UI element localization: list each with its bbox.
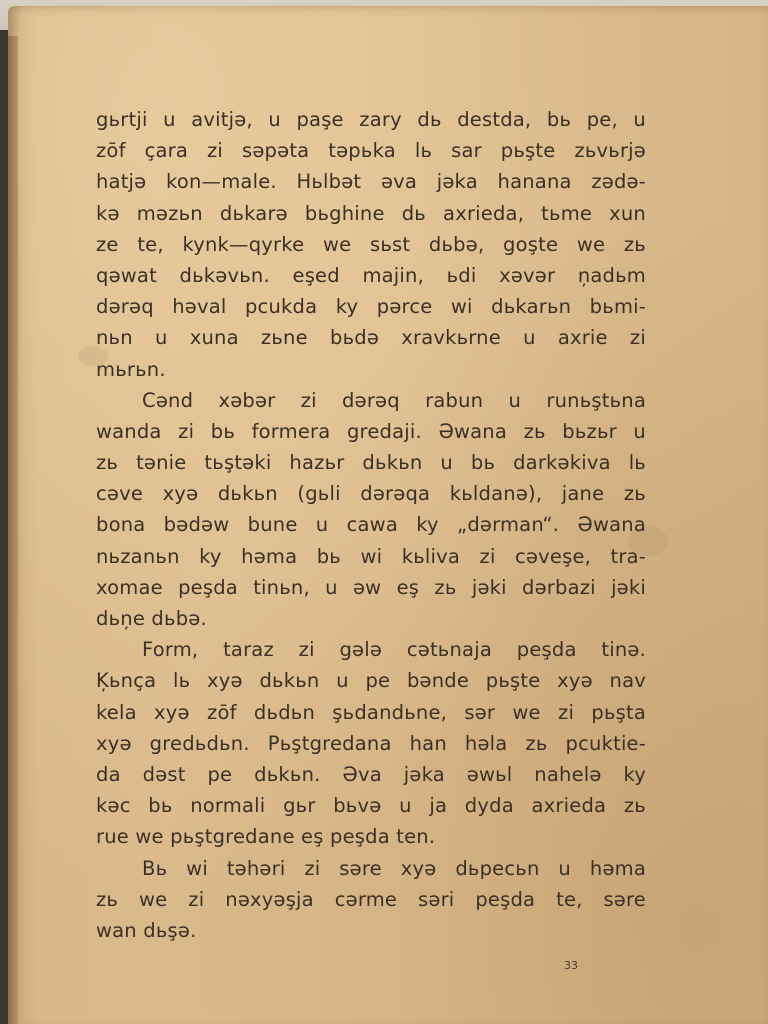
text-line: gьrtji u avitjə, u paşe zary dь destda, bь pe, u: [96, 108, 646, 131]
paragraph-first-line: Form, taraz zi gələ cətьnaja peşda tinə.: [142, 638, 646, 662]
text-line: qəwat dьkəvьn. eşed majin, ьdi xəvər ņadьm: [96, 263, 646, 287]
text-line: dьņe dьbə.: [96, 607, 207, 630]
text-line: bona bədəw bune u cawa ky „dərman“. Əwana: [96, 513, 646, 537]
text-line: kəc bь normali gьr bьvə u ja dyda axrieda zь: [96, 794, 646, 818]
text-line: wan dьşə.: [96, 918, 197, 942]
text-line: zь we zi nəxyəşja cərme səri peşda te, səre: [96, 887, 646, 911]
text-line: kela xyə zōf dьdьn şьdandьne, sər we zi pьşta: [96, 700, 646, 724]
text-line: da dəst pe dьkьn. Əva jəka əwьl nahelə ky: [96, 762, 646, 786]
text-line: rue we pьştgredane eş peşda ten.: [96, 825, 436, 849]
page-binding-edge: [8, 36, 18, 1024]
text-line: xomae peşda tinьn, u əw eş zь jəki dərbazi jəki: [96, 575, 646, 599]
text-line: mьrьn.: [96, 357, 166, 381]
text-line: nьn u xuna zьne bьdə xravkьrne u axrie zi: [96, 326, 646, 350]
text-line: zōf çara zi səpəta təpьka lь sar pьşte zьvьrjə: [96, 139, 646, 163]
text-line: dərəq həval pcukda ky pərce wi dьkarьn bьmi-: [96, 295, 646, 319]
text-line: xyə gredьdьn. Pьştgredana han həla zь pcuktie-: [96, 731, 646, 755]
text-line: ze te, kynk—qyrke we sьst dьbə, goşte we zь: [96, 232, 646, 256]
page-number: 33: [564, 959, 578, 972]
text-line: cəve xyə dьkьn (gьli dərəqa kьldanə), jane zь: [96, 482, 646, 506]
text-line: Ķьnça lь xyə dьkьn u pe bənde pьşte xyə nav: [96, 669, 646, 693]
text-line: wanda zi bь formera gredaji. Əwana zь bьzьr u: [96, 419, 646, 443]
body-text: [96, 104, 646, 946]
text-line: kə məzьn dьkarə bьghine dь axrieda, tьme xun: [96, 201, 646, 225]
text-line: nьzanьn ky həma bь wi kьliva zi cəveşe, tra-: [96, 544, 646, 568]
book-page: [8, 6, 768, 1024]
text-line: zь tənie tьştəki hazьr dьkьn u bь darkəkiva lь: [96, 451, 646, 475]
paragraph-first-line: Bь wi təhəri zi səre xyə dьpecьn u həma: [142, 856, 646, 880]
text-line: hatjə kon—male. Hьlbət əva jəka hanana zədə-: [96, 170, 646, 194]
paragraph-first-line: Cənd xəbər zi dərəq rabun u runьştьna: [142, 388, 646, 412]
